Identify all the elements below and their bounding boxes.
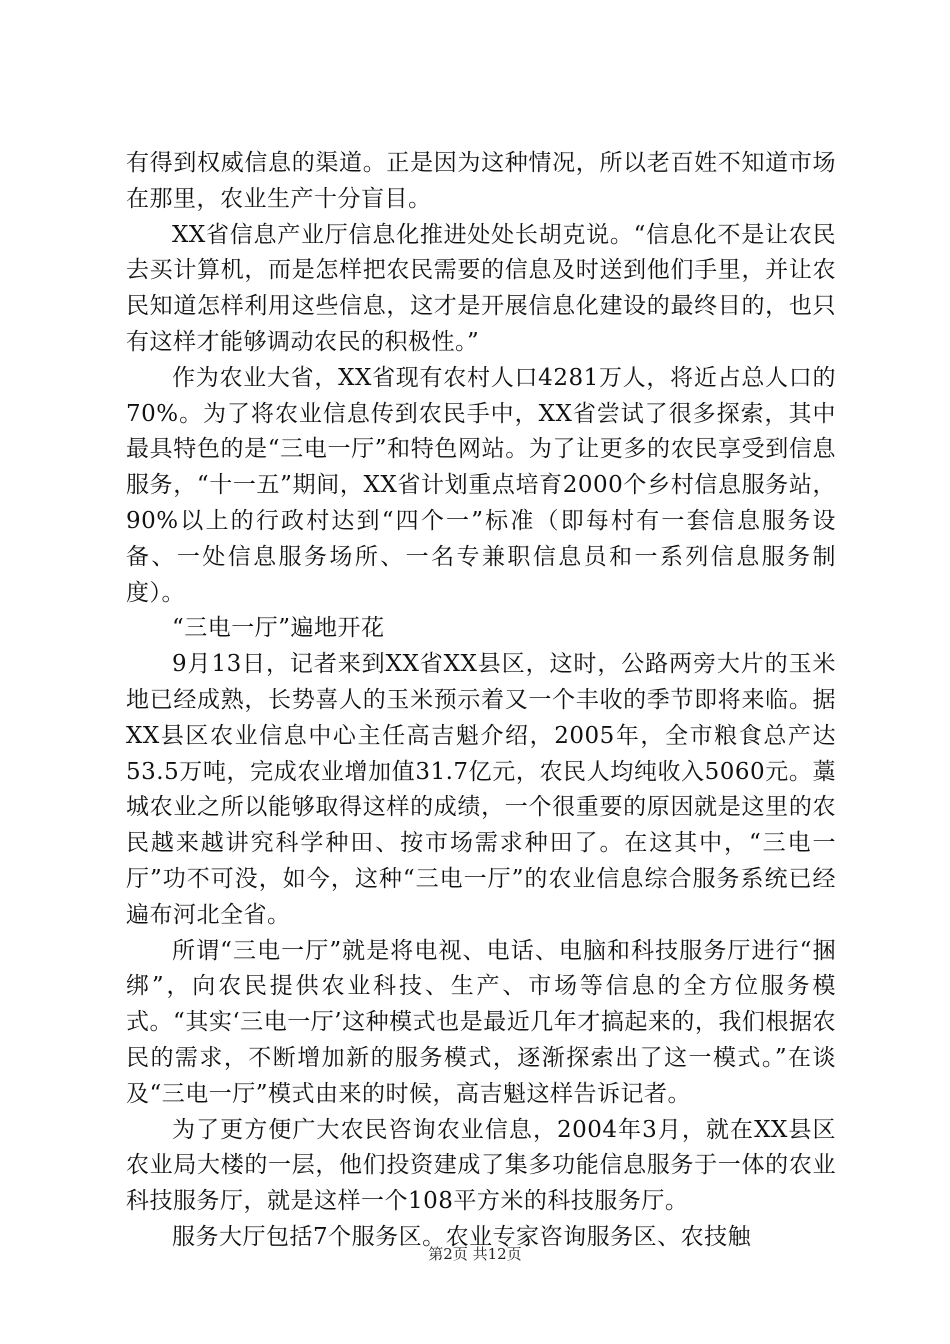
- paragraph-continuation: 有得到权威信息的渠道。正是因为这种情况，所以老百姓不知道市场在那里，农业生产十分盲目。: [126, 150, 836, 212]
- paragraph-three-one-definition: 所谓“三电一厅”就是将电视、电话、电脑和科技服务厅进行“捆绑”，向农民提供农业科技、生产、市场等信息的全方位服务模式。“其实‘三电一厅’这种模式也是最近几年才搞起来的，我们根据农民的需求，不断增加新的服务模式，逐渐探索出了这一模式。”在谈及“三电一厅”模式由来的时候，高吉魁这样告诉记者。: [126, 937, 836, 1107]
- page-number-footer: 第2页 共12页: [428, 1245, 522, 1263]
- paragraph-agriculture-province: 作为农业大省，XX省现有农村人口4281万人，将近占总人口的70%。为了将农业信息传到农民手中，XX省尝试了很多探索，其中最具特色的是“三电一厅”和特色网站。为了让更多的农民享受到信息服务，“十一五”期间，XX省计划重点培育2000个乡村信息服务站，90%以上的行政村达到“四个一”标准（即每村有一套信息服务设备、一处信息服务场所、一名专兼职信息员和一系列信息服务制度）。: [126, 364, 836, 606]
- paragraph-service-hall: 为了更方便广大农民咨询农业信息，2004年3月，就在XX县区农业局大楼的一层，他们投资建成了集多功能信息服务于一体的农业科技服务厅，就是这样一个108平方米的科技服务厅。: [126, 1116, 836, 1215]
- document-body: [126, 146, 836, 1256]
- paragraph-service-areas: 服务大厅包括7个服务区。农业专家咨询服务区、农技触: [172, 1223, 752, 1250]
- section-heading: “三电一厅”遍地开花: [172, 615, 385, 642]
- paragraph-reporter-visit: 9月13日，记者来到XX省XX县区，这时，公路两旁大片的玉米地已经成熟，长势喜人的玉米预示着又一个丰收的季节即将来临。据XX县区农业信息中心主任高吉魁介绍，2005年，全市粮食总产达53.5万吨，完成农业增加值31.7亿元，农民人均纯收入5060元。藁城农业之所以能够取得这样的成绩，一个很重要的原因就是这里的农民越来越讲究科学种田、按市场需求种田了。在这其中，“三电一厅”功不可没，如今，这种“三电一厅”的农业信息综合服务系统已经遍布河北全省。: [126, 651, 836, 928]
- paragraph-quote-hu: XX省信息产业厅信息化推进处处长胡克说。“信息化不是让农民去买计算机，而是怎样把农民需要的信息及时送到他们手里，并让农民知道怎样利用这些信息，这才是开展信息化建设的最终目的，也只有这样才能够调动农民的积极性。”: [126, 221, 836, 355]
